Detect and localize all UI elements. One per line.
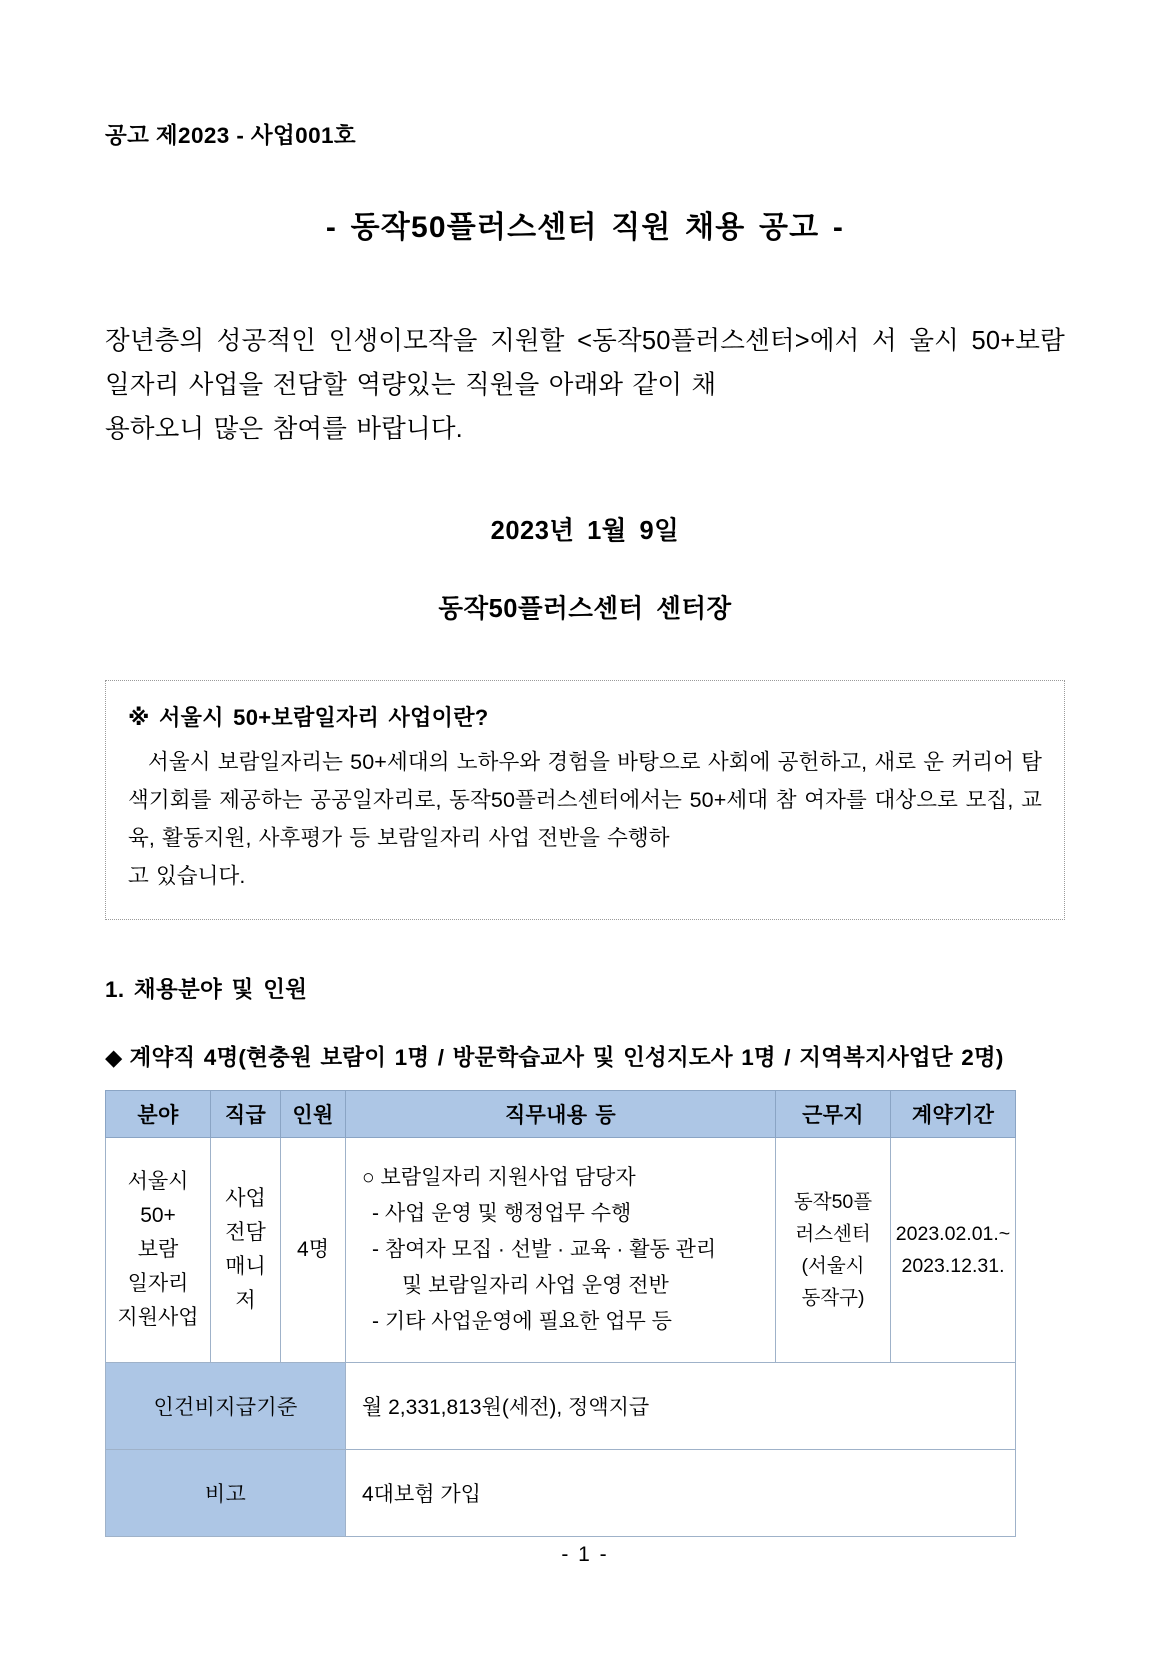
recruitment-table: [105, 1090, 1016, 1537]
column-header-place: 근무지: [776, 1091, 891, 1138]
note-line-4: 고 있습니다.: [128, 864, 246, 888]
label-remarks: 비고: [106, 1450, 346, 1537]
diamond-bullet-icon: ◆: [105, 1045, 123, 1070]
info-note-box: [105, 680, 1065, 920]
note-line-1: 서울시 보람일자리는 50+세대의 노하우와 경험을 바탕으로 사회에 공헌하고, 새로: [148, 750, 917, 774]
table-header-row: [106, 1091, 1016, 1138]
cell-contract-period: 2023.02.01.~ 2023.12.31.: [891, 1138, 1016, 1363]
column-header-rank: 직급: [211, 1091, 281, 1138]
note-box-title: ※ 서울시 50+보람일자리 사업이란?: [128, 705, 489, 730]
document-number: 공고 제2023 - 사업001호: [105, 123, 357, 148]
intro-line-1: 장년층의 성공적인 인생이모작을 지원할 <동작50플러스센터>에서 서: [105, 327, 897, 355]
intro-line-2: 울시 50+보람일자리 사업을 전담할 역량있는 직원을 아래와 같이 채: [105, 327, 1065, 399]
label-salary-standard: 인건비지급기준: [106, 1363, 346, 1450]
duty-item-2: - 사업 운영 및 행정업무 수행: [372, 1202, 632, 1225]
column-header-field: 분야: [106, 1091, 211, 1138]
value-remarks: 4대보험 가입: [346, 1450, 1016, 1537]
cell-field: 서울시 50+ 보람 일자리 지원사업: [106, 1138, 211, 1363]
duty-item-3: - 참여자 모집 · 선발 · 교육 · 활동 관리: [372, 1238, 717, 1261]
column-header-period: 계약기간: [891, 1091, 1016, 1138]
page-number-footer: - 1 -: [561, 1543, 609, 1566]
value-salary-standard: 월 2,331,813원(세전), 정액지급: [346, 1363, 1016, 1450]
note-box-body: [128, 743, 1042, 895]
duty-item-4: - 기타 사업운영에 필요한 업무 등: [372, 1310, 672, 1333]
recruitment-summary-bullet: [105, 1040, 1065, 1072]
column-header-count: 인원: [281, 1091, 346, 1138]
recruitment-summary-text: 계약직 4명(현충원 보람이 1명 / 방문학습교사 및 인성지도사 1명 / 지역복지사업단 2명): [129, 1045, 1004, 1070]
cell-duty: [346, 1138, 776, 1363]
announcement-date: 2023년 1월 9일: [490, 517, 680, 545]
note-line-2: 운 커리어 탐색기회를 제공하는 공공일자리로, 동작50플러스센터에서는 50+세대 참: [128, 750, 1043, 812]
cell-count: 4명: [281, 1138, 346, 1363]
issuing-organization: 동작50플러스센터 센터장: [438, 595, 732, 623]
page-title: - 동작50플러스센터 직원 채용 공고 -: [325, 211, 845, 244]
cell-rank: 사업 전담 매니 저: [211, 1138, 281, 1363]
note-line-3: 여자를 대상으로 모집, 교육, 활동지원, 사후평가 등 보람일자리 사업 전반을 수행하: [128, 788, 1042, 850]
signature-block: [105, 511, 1065, 625]
section-heading-recruitment: 1. 채용분야 및 인원: [105, 977, 308, 1002]
duty-item-3-continued: 및 보람일자리 사업 운영 전반: [402, 1274, 669, 1297]
intro-line-3: 용하오니 많은 참여를 바랍니다.: [105, 415, 463, 443]
table-row-salary: [106, 1363, 1016, 1450]
intro-paragraph: [105, 319, 1065, 451]
table-row-remarks: [106, 1450, 1016, 1537]
duty-item-1: ○ 보람일자리 지원사업 담당자: [362, 1166, 636, 1189]
table-row: [106, 1138, 1016, 1363]
column-header-duty: 직무내용 등: [346, 1091, 776, 1138]
cell-workplace: 동작50플 러스센터 (서울시 동작구): [776, 1138, 891, 1363]
